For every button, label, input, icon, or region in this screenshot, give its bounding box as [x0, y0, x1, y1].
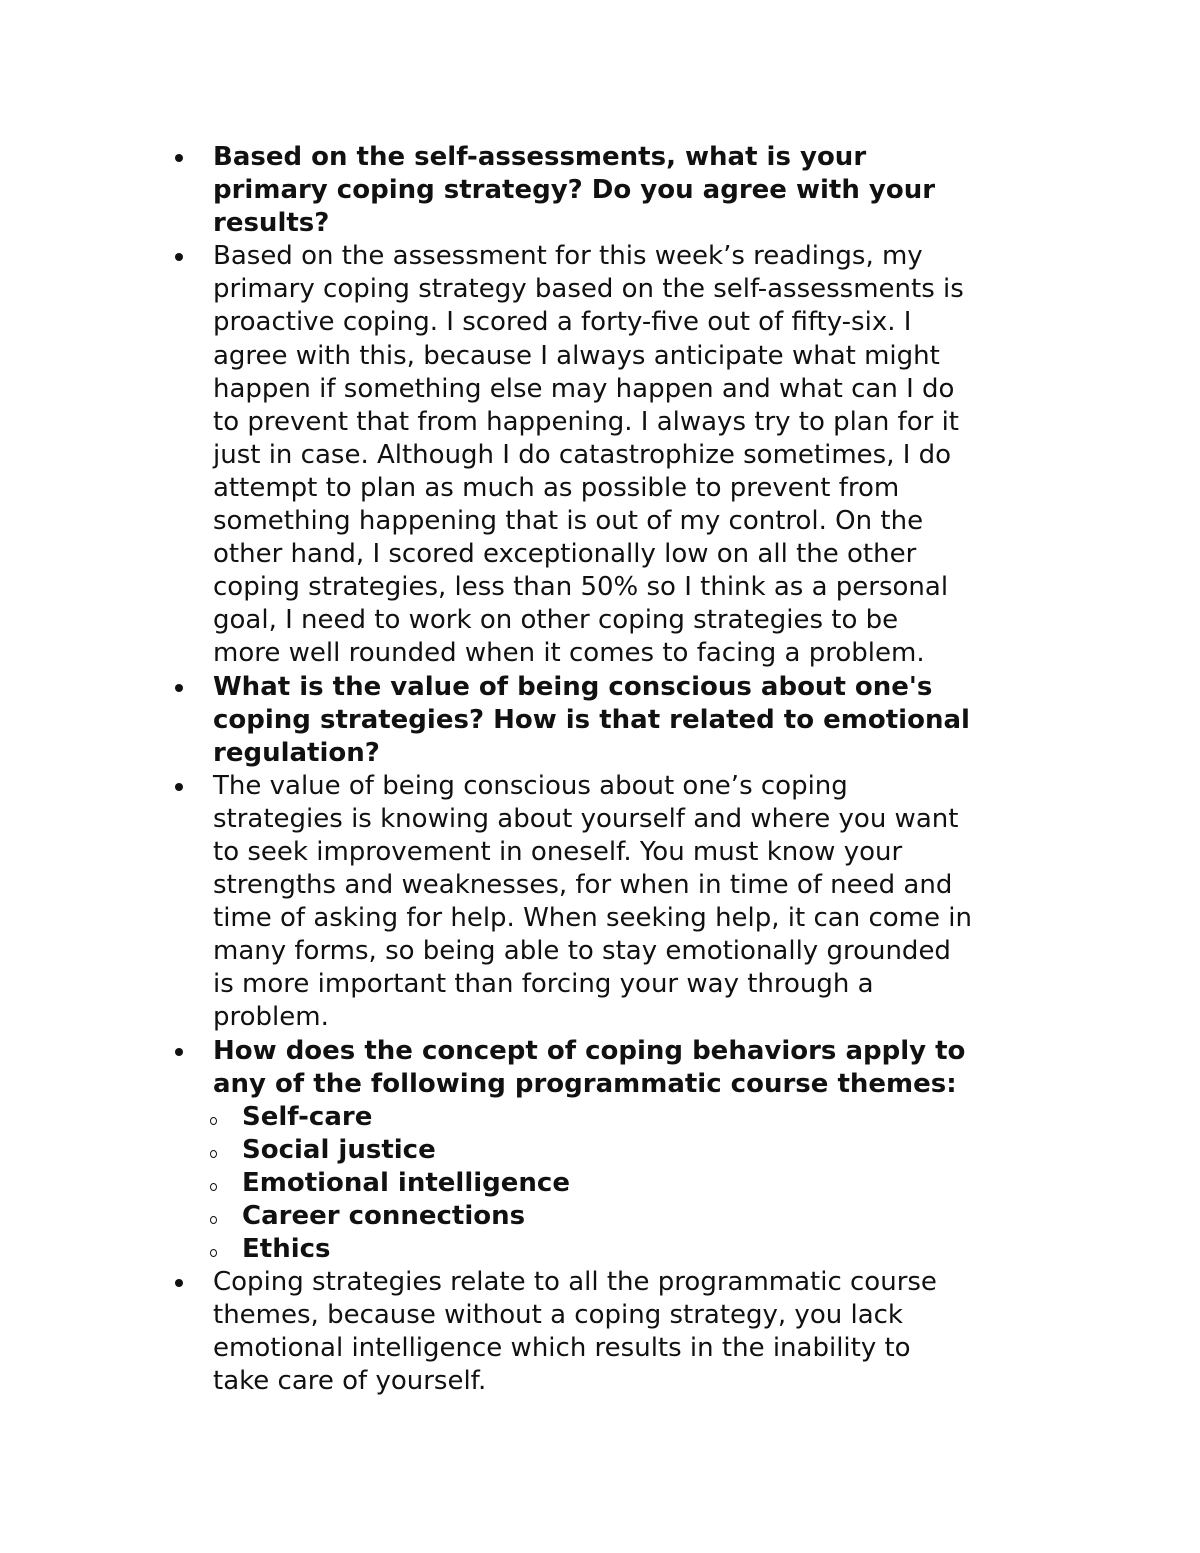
theme-label: Social justice — [242, 1134, 436, 1165]
bullet-dot-icon — [175, 1048, 183, 1056]
list-item-answer-2 — [172, 770, 1072, 1035]
bullet-dot-icon — [175, 684, 183, 692]
theme-item-emotional-intelligence — [172, 1167, 1072, 1200]
answer-1-text: Based on the assessment for this week’s readings, my primary coping strategy based on the self-assessments is proactive coping. I scored a forty-five out of fifty-six. I agree with this, because I always anticipate what might happen if something else may happen and what can I do to prevent that from happening. I always try to plan for it just in case. Although I do catastrophize sometimes, I do attempt to plan as much as possible to prevent from something happening that is out of my control. On the other hand, I scored exceptionally low on all the other coping strategies, less than 50% so I think as a personal goal, I need to work on other coping strategies to be more well rounded when it comes to facing a problem. — [213, 241, 964, 669]
question-3-text: How does the concept of coping behaviors apply to any of the following programmatic course themes: — [213, 1035, 966, 1099]
circle-bullet-icon — [210, 1216, 217, 1224]
bullet-dot-icon — [175, 783, 183, 791]
circle-bullet-icon — [210, 1117, 217, 1125]
theme-item-ethics — [172, 1233, 1072, 1266]
circle-bullet-icon — [210, 1183, 217, 1191]
theme-item-career-connections — [172, 1200, 1072, 1233]
theme-label: Emotional intelligence — [242, 1167, 570, 1198]
bullet-list-final — [172, 1266, 1072, 1398]
bullet-list — [172, 141, 1072, 1101]
answer-2-text: The value of being conscious about one’s coping strategies is knowing about yourself and where you want to seek improvement in oneself. You must know your strengths and weaknesses, for when in time of need and time of asking for help. When seeking help, it can come in many forms, so being able to stay emotionally grounded is more important than forcing your way through a problem. — [213, 770, 972, 1033]
question-1-text: Based on the self-assessments, what is your primary coping strategy? Do you agree with your results? — [213, 142, 936, 239]
circle-bullet-icon — [210, 1150, 217, 1158]
theme-label: Self-care — [242, 1101, 373, 1132]
document-body — [172, 141, 1072, 1399]
themes-sub-list — [172, 1101, 1072, 1266]
answer-3-text: Coping strategies relate to all the programmatic course themes, because without a coping strategy, you lack emotional intelligence which results in the inability to take care of yourself. — [213, 1267, 937, 1397]
list-item-question-2 — [172, 671, 1072, 770]
question-2-text: What is the value of being conscious about one's coping strategies? How is that related to emotional regulation? — [213, 671, 970, 768]
theme-item-self-care — [172, 1101, 1072, 1134]
theme-label: Career connections — [242, 1201, 526, 1231]
list-item-question-1 — [172, 141, 1072, 240]
list-item-question-3 — [172, 1035, 1072, 1101]
theme-label: Ethics — [242, 1234, 331, 1265]
bullet-dot-icon — [175, 253, 183, 261]
theme-item-social-justice — [172, 1134, 1072, 1167]
bullet-dot-icon — [175, 1279, 183, 1287]
bullet-dot-icon — [175, 154, 183, 162]
list-item-answer-1 — [172, 240, 1072, 670]
list-item-answer-3 — [172, 1266, 1072, 1398]
circle-bullet-icon — [210, 1249, 217, 1257]
